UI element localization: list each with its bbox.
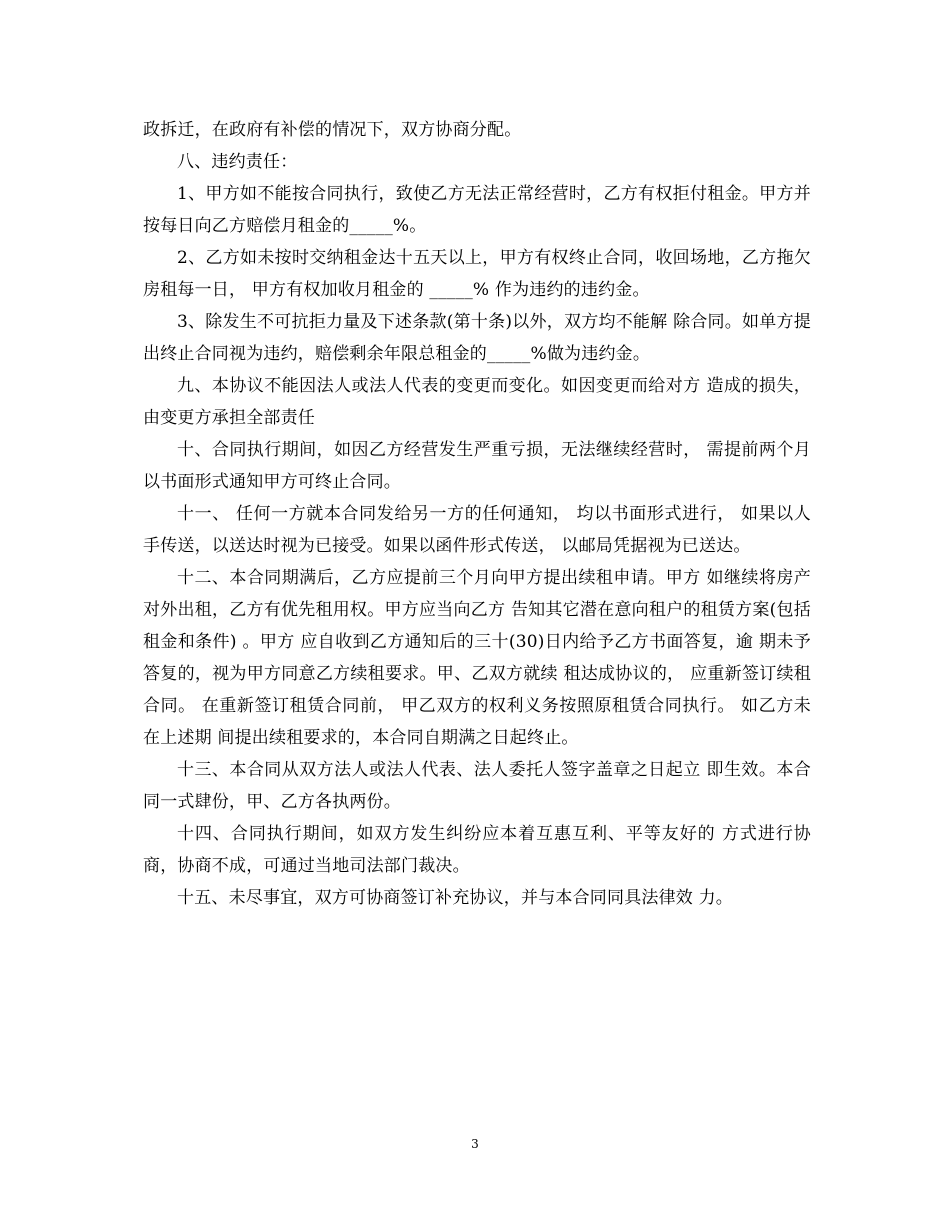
clause-8-3: 3、除发生不可抗拒力量及下述条款(第十条)以外，双方均不能解 除合同。如单方提出终止合同视为违约，赔偿剩余年限总租金的_____%做为违约金。	[143, 312, 811, 364]
clause-8-2: 2、乙方如未按时交纳租金达十五天以上，甲方有权终止合同，收回场地，乙方拖欠房租每一日， 甲方有权加收月租金的 _____% 作为违约的违约金。	[143, 248, 811, 300]
clause-10: 十、合同执行期间，如因乙方经营发生严重亏损，无法继续经营时， 需提前两个月以书面形式通知甲方可终止合同。	[143, 440, 811, 492]
clause-15: 十五、未尽事宜，双方可协商签订补充协议，并与本合同同具法律效 力。	[177, 888, 734, 908]
clause-9: 九、本协议不能因法人或法人代表的变更而变化。如因变更而给对方 造成的损失，由变更方承担全部责任	[143, 376, 811, 428]
document-body	[143, 114, 811, 914]
clause-11: 十一、 任何一方就本合同发给另一方的任何通知， 均以书面形式进行， 如果以人手传送，以送达时视为已接受。如果以函件形式传送， 以邮局凭据视为已送达。	[143, 504, 811, 556]
clause-8-1: 1、甲方如不能按合同执行，致使乙方无法正常经营时，乙方有权拒付租金。甲方并按每日向乙方赔偿月租金的_____%。	[143, 184, 811, 236]
paragraph-continuation: 政拆迁，在政府有补偿的情况下，双方协商分配。	[143, 120, 522, 140]
clause-12: 十二、本合同期满后，乙方应提前三个月向甲方提出续租申请。甲方 如继续将房产对外出租，乙方有优先租用权。甲方应当向乙方 告知其它潜在意向租户的租赁方案(包括租金和条件) 。甲方 应自收到乙方通知后的三十(30)日内给予乙方书面答复，逾 期未予答复的，视为甲方同意乙方续租要求。甲、乙双方就续 租达成协议的， 应重新签订续租合同。 在重新签订租赁合同前， 甲乙双方的权利义务按照原租赁合同执行。 如乙方未在上述期 间提出续租要求的，本合同自期满之日起终止。	[143, 568, 811, 748]
page-number: 3	[471, 1137, 479, 1151]
clause-13: 十三、本合同从双方法人或法人代表、法人委托人签字盖章之日起立 即生效。本合同一式肆份，甲、乙方各执两份。	[143, 760, 811, 812]
clause-14: 十四、合同执行期间，如双方发生纠纷应本着互惠互利、平等友好的 方式进行协商，协商不成，可通过当地司法部门裁决。	[143, 824, 811, 876]
section-heading-breach-liability: 八、违约责任：	[177, 152, 298, 172]
